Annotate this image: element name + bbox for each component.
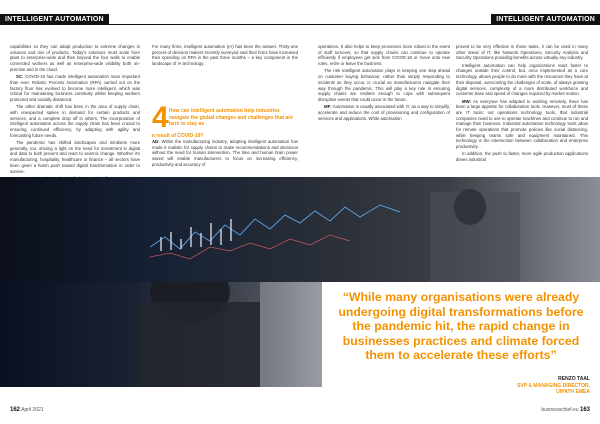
- col2-paragraph-1: For many firms, intelligent automation (IA) has been the answer. Thirty-one percent of decision makers recently surveyed said their firms have increased their spending on RPA in the past three months – a key component in the landscape of IA technology.: [152, 44, 298, 67]
- speaker-initials-sc: SC:: [16, 74, 24, 80]
- hero-photo: [0, 177, 600, 282]
- site-name: businesschief.eu: [541, 407, 579, 413]
- issue-date: April 2021: [21, 407, 44, 413]
- article-column-2: [152, 44, 298, 68]
- col4-paragraph-3: As everyone has adapted to working remotely, there has been a large appetite for collaboration tools. However, most of these are IT tools; not operations technology tools, that industrial companies need to use to operate machines and continue to run and manage their business. Industrial automation technology tools allow for remote operations that promote policies like social distancing, while keeping teams safe and equipment maintained. This technology is the intersection between collaboration and enterprise productivity.: [456, 98, 588, 150]
- col3-paragraph-1: operations. It also helps to keep processes more robust in the event of staff turnover, so that supply chains can continue to operate efficiently if employees get sick from COVID-19 or move onto new roles, retire or leave the business.: [318, 44, 450, 67]
- section-header-left: INTELLIGENT AUTOMATION: [0, 14, 109, 25]
- col4-paragraph-2: Intelligent automation can help organizations react faster to changes outside their control, but, once implemented as a core technology, allows people to do more with the resources they have at their disposal, overcoming the challenges of scale, of always growing digital services, complexity of a more distributed workforce and customer base and speed of changes required by market motion.: [456, 62, 588, 97]
- col1-paragraph-4: The pandemic has shifted landscapes and mindsets more generally, too, shining a light on the need for investment in digital and data to both prevent and react to seismic change. Whether it's manufacturing, hospitality, healthcare or finance – all sectors have been given a harsh push toward digital transformation in order to survive.: [10, 140, 140, 174]
- col4-paragraph-4: In addition, the push to faster, more agile production applications drives industrial: [456, 151, 588, 163]
- page-number-left: 162: [10, 407, 21, 413]
- header-rule-right: [300, 24, 600, 25]
- speaker-initials-mw: MW:: [462, 98, 471, 104]
- col3-paragraph-3: Automation is usually associated with IT, as a way to simplify, accelerate and reduce the cost of provisioning and configuration of services and applications. While automation: [318, 104, 450, 121]
- byline-name: RENZO TAAL: [558, 376, 590, 382]
- article-column-3: [318, 44, 450, 123]
- col1-paragraph-2: COVID-19 has made intelligent automation more important than ever. Robotic Process Automation (RPA) carried out on the factory floor has evolved to become more intelligent, which was critical for maintaining business continuity whilst keeping workers protected and socially distanced.: [10, 74, 140, 102]
- speaker-initials-ad: AD:: [152, 139, 160, 144]
- quote-byline: [517, 376, 590, 396]
- footer-right: [541, 407, 590, 413]
- speaker-initials-mf: MF:: [324, 104, 332, 110]
- pull-quote: “While many organisations were already undergoing digital transformations before the pandemic hit, the rapid change in businesses practices and climate forced them to accelerate these efforts”: [338, 290, 584, 362]
- header-rule-left: [0, 24, 300, 25]
- hero-photo-lower: [0, 282, 332, 387]
- col2-paragraph-2: Within the manufacturing industry, adopting intelligent automation has made it realistic for supply chains to make recommendations and decisions without the need for human intervention. The time and human brain power saved will enable manufacturers to focus on increasing efficiency, productivity and accuracy of: [152, 139, 298, 167]
- section-header-right: INTELLIGENT AUTOMATION: [491, 14, 600, 25]
- page-number-right: 163: [579, 407, 590, 413]
- col4-paragraph-1: proved to be very effective in those tasks, it can be used in many other areas of IT, like Network Operations, Security Analysis and Security Operations providing benefits across virtually any industry.: [456, 44, 588, 61]
- col3-paragraph-2: The role intelligent automation plays in keeping one step ahead on customer buying behaviour, rather than simply responding to incidents as they occur, is crucial as manufacturers navigate their way through the pandemic. This will play a key role in ensuring supply chains are resilient enough to cope with subsequent disruptive events that could occur in the future.: [318, 68, 450, 102]
- col1-paragraph-1: capabilities so they can adapt production to extreme changes in volumes and mix of products. Today's solutions must scale from plant to enterprise-wide and then beyond the four walls to enable connected workers as well as enterprise-wide visibility both on-premise and in the cloud.: [10, 44, 140, 72]
- byline-title-2: UIPATH EMEA: [556, 389, 590, 396]
- col1-paragraph-3: The other dramatic shift has been in the area of supply chain, with unexpected spikes in demand for certain products and services, and a complete drop off in others. The incorporation of intelligent automation across the supply chain has been crucial to ensuring continued efficiency, by adapting with agility and forecasting future needs.: [10, 104, 140, 138]
- question-text: How can intelligent automation help industries navigate the global changes and challenges that are here to stay as: [169, 108, 293, 128]
- byline-title-1: SVP & MANAGING DIRECTOR,: [517, 382, 590, 389]
- article-column-2b: [152, 139, 298, 169]
- person-silhouette: [0, 282, 332, 387]
- stock-chart-photo: [0, 177, 600, 282]
- article-column-4: [456, 44, 588, 164]
- question-number: 4: [152, 101, 169, 134]
- question-text-continued: a result of COVID-19?: [152, 133, 204, 139]
- footer-left: [10, 407, 44, 413]
